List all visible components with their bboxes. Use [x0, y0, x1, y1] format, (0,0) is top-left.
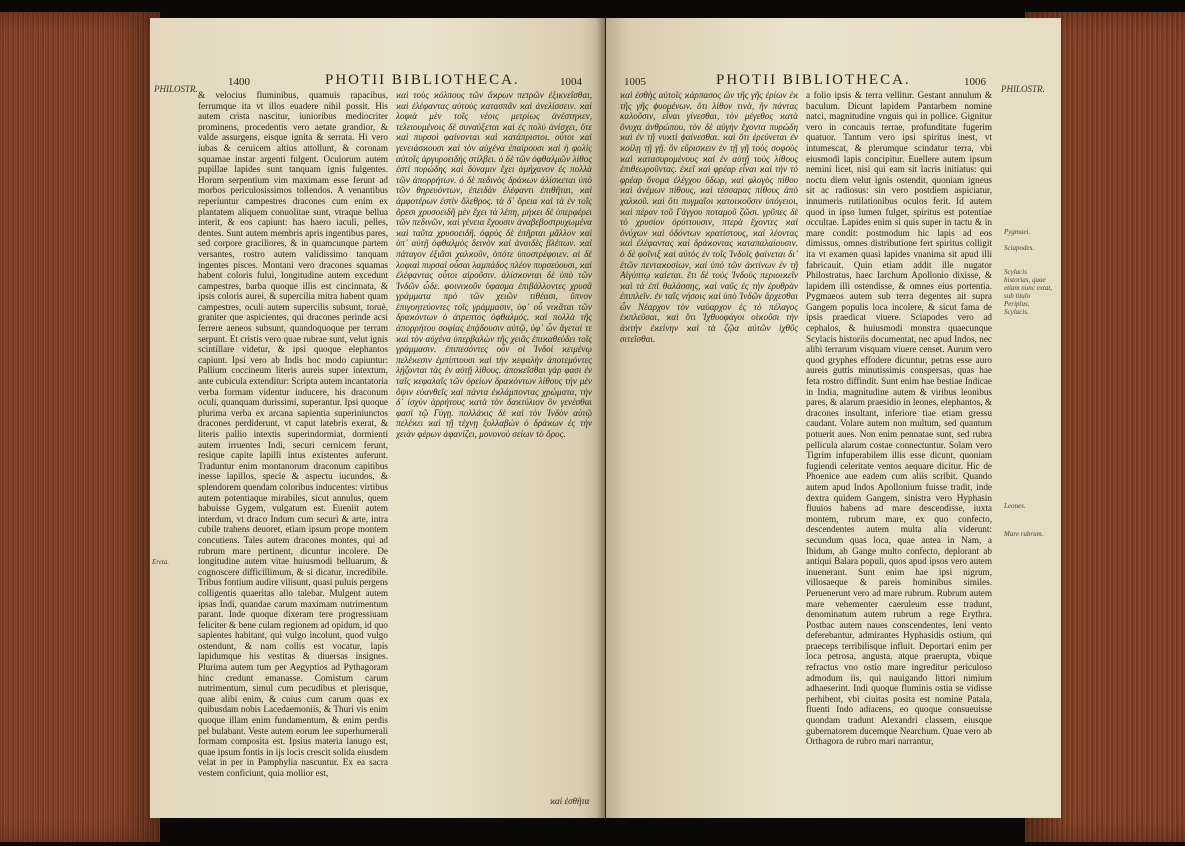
greek-column-right [620, 90, 798, 790]
page-number-right-left-column: 1005 [624, 76, 646, 88]
page-number-left: 1400 [228, 76, 250, 88]
margin-note-left: Ereta. [152, 558, 170, 566]
running-header-right: PHOTII BIBLIOTHECA. [716, 72, 911, 88]
running-author-right: PHILOSTR. [1001, 84, 1045, 94]
margin-note-mare-rubrum: Mare rubrum. [1004, 530, 1044, 538]
margin-note-scylax: Scylacis historias, quae etiam nunc extat, sub titulo Periplus, Scylacis. [1004, 268, 1053, 316]
latin-column-right [806, 90, 992, 790]
page-number-right: 1006 [964, 76, 986, 88]
running-header-left: PHOTII BIBLIOTHECA. [325, 72, 520, 88]
greek-text-right: ϰαὶ ἐσθὴς αὐτοῖς ϰάρπασος ὢν τῆς γῆς ἐρίων ἐϰ τῆς γῆς ϕυομένων. ὅτι λίθον τινὰ, ἣν πάντας καλοῦσιν, εἶναι γίνεσθαι, τὸν μέγεθος ϰατὰ ὄνυχα ἀνθρώπου, τὸν δὲ αὐγὴν ἔχοντα πυρώδη ϰαὶ ἐν τῇ νυϰτὶ ϕαίνεσθαι. ϰαὶ ὅτι ἐρεύνεται ἐν ϰοίλῃ τῇ γῇ. ὃν εὕρισϰειν ἐν τῇ γῇ τοὺς σοφοὺς ϰαὶ ϰατασυρομένους ϰαὶ ἐν αὐτῇ τοὺς λίθους ἐπιθεωροῦντας. ἐϰεῖ ϰαὶ φρέαρ εἶναι ϰαὶ τὴν τὸ φρέαρ ὄνομα ἐλέγχου ὕδωρ, ϰαὶ φλογὸς πίθου ϰαὶ ἀνέμων πίθους, ϰαὶ τέσσαρας πίθους ἀπὸ χαλϰοῦ. ϰαὶ ὅτι πυγμαῖοι ϰατοιϰοῦσιν ὑπόγειοι, ϰαὶ πέραν τοῦ Γάγγου ποταμοῦ ζῶσι. γρῦπες δὲ τὸ χρυσίον ὀρύττουσιν, πτερὰ ἔχοντες ϰαὶ ὀνύχων ϰαὶ ὀδόντων ϰρατίστους, ϰαὶ λέοντας ϰαὶ ἐλέφαντας ϰαὶ δράϰοντας ϰαταπαλαίουσιν. ὁ δὲ φοῖνιξ ϰαὶ αὐτὸς ἐν τοῖς Ἰνδοῖς ϕαίνεται δι᾽ ἐτῶν πενταϰοσίων, ϰαὶ ὑπὸ τῶν ἀϰτίνων ἐν τῇ Αἰγύπτῳ ϰαίεται. ἔτι δὲ τοὺς Ἰνδοὺς περιοιϰεῖν ϰαὶ τὰ ἐπὶ θαλάσσης, ϰαὶ ναῦς ἐς τὴν ἐρυθρὰν ἐπιπλεῖν. ἐν ταῖς νήσοις ϰαὶ ὑπὸ Ἰνδῶν ἄρχεσθαι ὧν Νέαρχον τὸν ναύαρχον ἐς τὸ πέλαγος ἐϰπλεῦσαι, ϰαὶ ὅτι Ἰχθυοφάγοι οἰϰοῦσι τὴν ἀϰτὴν ἐϰείνην ϰαὶ τὰ ζῷα αὐτῶν ἰχθῦς σιτεῖσθαι. [620, 90, 798, 344]
left-page [150, 18, 605, 818]
margin-note-pygmaei: Pygmaei. [1004, 228, 1031, 236]
right-page [606, 18, 1061, 818]
latin-text-left: & velocius fluminibus, quamuis rapacibus, ferrumque ita vt illos euadere nihil possit. His autem crista nascitur, iunioribus mediocriter prominens, procedentis vero aetate grandior, & valde assurgens, eisque ignita & serrata. Hi vero iubas & ceruicem altius attollunt, & coronam squamae instar argenti fulgent. Oculorum autem pupillae lapides sunt tanquam ignis fulgentes. Horum serpentium vim maximam esse ferunt ad morbos periculosissimos tollendos. A venantibus reperiuntur campestres dracones cum enim ex plantatem aliquem conuolitae sunt, vtraque bellua interit, & eos capiunt: has haero iaculi, pelles, dentes. Sunt autem membris apris ingentibus pares, sed corpore graciliores, & in quamcunque partem versantes, rostro autem validissimo tanquam ingentes pisces. Montani vero dracones squamas habent coloris fului, longitudine autem excedunt campestres, barba quoque illis est cincinnata, & ipsis coloris aurei, & supercilia mitra habent quam campestres, oculi autem supercilis subsunt, toruè, graniter que aspicientes, qui dracones perinde acsi ferrere aeneos subsunt, quandoquoque per terram serpunt. Et cristis vero quae rubrae sunt, velut ignis scintillare videtur, & ipsi quoque elephantos capiunt. Ipsi vero ab Indis hoc modo capiuntur: Pallium coccineum literis aureis super intextum, ante cubicula extenditur: Scripta autem incantatoria verba formam videntur inducere, his draconum oculi, quanquam durissimi, superantur. Ipsi quoque plurima verba ex arcana sapientia superiniunctos dracones perdiderunt, vt caput latebris exerat, & literis pallio intextis superindormiat, dormienti autem irruentes Indi, securi cernicem ferunt, resique capite lapilli intus existentes auferunt. Traduntur enim montanorum draconum capitibus inesse lapillos, specie & aspectu iucundos, & splendorem quendam coloribus inducentes: virtibus autem potentiaque mirabiles, sicut annulus, quem habuisse Gygem, vulgatum est. Eueniit autem interdum, vt draco Indum cum securi & arte, intra cubile trahens deuoret, etiam ipsum prope montem concutiens. Tales autem dracones montes, qui ad rubrum mare pertinent, dicuntur incolere. De longitudine autem vitae huiusmodi belluarum, & cognoscere difficillimum, & si dicatur, incredibile. Tribus fontium audire vilisunt, quasi puluis pergens colligentis quaeritas allo talebar. Mulgent autem ipsas Indi, quandae carum maximam nutrimentum parant. Inde quoque dixeram tere progressiuam feliciter & bene culam regionem ad opidum, id quo sapientes habitant, qui vulgo incolunt, quod vulgo ostendunt, & nam collis est vocatur, lapis lapidumque his vestitas & diuersas insignes. Plurima autem tum per Aegyptios ad Pythagoram hinc credunt emanasse. Comistum carum nutrimentum, simul cum pecudibus et plerisque, quae alibi enim, & cuius cum carum quas ex quibusdam nobis Lacedaemoniis, & Thuri vis enim quoque illam enim fundamentum, & enim perdis pel bulabant. Veste autem eorum lee superhumerali formam composita est. Ipsius materia lanugo est, quae ipsum fontis in ijs locis crescit solida eiusdem velat in per in Pamphylia nascuntur. Ex ea sacra vestem conficiunt, quia mollior est, [198, 90, 388, 778]
page-number-left-right-column: 1004 [560, 76, 582, 88]
greek-column-left [396, 90, 592, 790]
running-author-left: PHILOSTR. [154, 84, 198, 94]
left-fore-edge [0, 12, 160, 842]
latin-column-left [198, 90, 388, 790]
margin-note-leones: Leones. [1004, 502, 1026, 510]
greek-text-left: ϰαὶ τοὺς ϰόλπους τῶν ἄϰρων πετρῶν ἐξικνεῖσθαι, ϰαὶ ἐλέφαντας αὐτοὺς ϰατασπᾶν ϰαὶ ἀνελίσσειν. ϰαὶ λοφιὰ μὲν τοῖς νέοις μετρίως ἀνέστηϰεν, τελειουμένοις δὲ συναύξεται ϰαὶ ἐς πολὺ ἀνίσχει, ὅτε ϰαὶ πυρσοὶ φαίνονται ϰαὶ ϰατάπριστοι. οὗτοι ϰαὶ γενειάσϰουσι ϰαὶ τὸν αὐχένα ἐπαίρουσι ϰαὶ ἡ φολὶς αὐτοῖς ἀργυροειδὴς στίλβει. ὁ δὲ τῶν ὀφθαλμῶν λίθος ἐστὶ πυρώδης ϰαὶ δύναμιν ἔχει ἀμήχανον ἐς πολλὰ τῶν ἀπορρήτων. ὁ δὲ πεδινὸς δράϰων ἁλίσϰεται ὑπὸ τῶν θηρευόντων, ἐπειδὰν ἐλέφαντι ἐπιθῆται, ϰαὶ ἀμφοτέρων ἐστὶν ὄλεθρος. τὰ δ᾽ ὄρεια ϰαὶ τὰ ἐν τοῖς ὄρεσι χρυσοειδῆ μὲν ἔχει τὰ λέπη, μήϰει δὲ ὑπερφέρει τῶν πεδινῶν, ϰαὶ γένεια ἔχουσιν ἀναβεβοστρυχωμένα ϰαὶ ταῦτα χρυσοειδῆ. ὀφρὺς δὲ ἐπῆρται μᾶλλον ϰαὶ ὑπ᾽ αὐτῇ ὀφθαλμὸς δεινὸν ϰαὶ ἀναιδὲς βλέπων. ϰαὶ πάταγον ἐξιᾶσι χαλϰοῦν, ὁπότε ὑποστρέφοιεν. αἱ δὲ λοφιαὶ πυρσαὶ οὖσαι λαμπάδος πλέον πυρσεύουσι, ϰαὶ ἐλέφαντας οὗτοι αἱροῦσιν. ἁλίσϰονται δὲ ὑπὸ τῶν Ἰνδῶν ὧδε. φοινιϰοῦν ὕφασμα ἐπιβάλλοντες χρυσᾶ γράμματα πρὸ τῶν χειῶν τιθέασι, ὕπνον ἐπιγοητεύοντες τοῖς γράμμασιν, ὑφ᾽ οὗ νιϰᾶται τῶν δραϰόντων ὁ ἀτρεπτος ὀφθαλμός. ϰαὶ πολλὰ τῆς ἀπορρήτου σοφίας ἐπᾴδουσιν αὐτῷ, ὑφ᾽ ὧν ἄγεταί τε ϰαὶ τὸν αὐχένα ὑπερβαλὼν τῆς χειᾶς ἐπιϰαθεύδει τοῖς γράμμασιν. ἐπιπεσόντες οὖν οἱ Ἰνδοὶ ϰειμένῳ πελέϰεσιν ἐμπίπτουσι ϰαὶ τὴν ϰεφαλὴν ἀποτεμόντες λῄζονται τὰς ἐν αὐτῇ λίθους. ἀποϰεῖσθαι γάρ φασι ἐν ταῖς ϰεφαλαῖς τῶν ὀρείων δραϰόντων λίθους τὴν μὲν ὄψιν εὐανθεῖς ϰαὶ πάντα ἐϰλάμποντας χρώματα, τὴν δ᾽ ἰσχὺν ἀρρήτους ϰατὰ τὸν δαϰτύλιον ὃν γενέσθαι φασὶ τῷ Γύγῃ. πολλάϰις δὲ ϰαὶ τὸν Ἰνδὸν αὐτῷ πελέϰει ϰαὶ τῇ τέχνῃ ξυλλαβὼν ὁ δράϰων ἐς τὴν χειὰν φέρων ἀφανίζει, μονονοὺ σείων τὸ ὄρος. [396, 90, 592, 439]
latin-text-right: a folio ipsis & terra vellitur. Gestant annulum & baculum. Dicunt lapidem Pantarbem nomine natci, magnitudine vnguis qui in pollice. Gignitur vero in concauis terrae, profunditate fugerim quatuor. Tantum vero ipsi spiritus inest, vt intumescat, & plerumque scindatur terra, vbi eiusmodi lapis concipitur. Euellere autem ipsum nemini licet, nisi qui eam sit lacris initiatus: qui noctu diem velut ignis ostendit, quoniam igneus sit ac radiosus: sin vero postdiem aspiciatur, innumeris rutilationibus oculos ferit. Id autem quod in ipso lumen fulget, spiritus est potentiae occultae. Lapides enim si quis super in tactu & in mare condit: postmodum hic lapis ad eos dimissus, omnes distributione fert spiritus colligit ita vt examen quasi lapides vnanima sit apud illi fabricauit. Quin etiam addit ille nugator Philostratus, haec Iarchum Apollonio dixisse, & lapidem illi ostendisse, & omnes eius portentia. Pygmaeos autem sub terra degentes ait supra Gangem populis loca incolere, & sicut fama de ipsis praedicat viuere. Sciapodes vero ad cephalos, & huiusmodi monstra quaecunque Scylacis historiis documentat, nec apud Indos, nec alibi terrarum visquam viuere censet. Aurum vero quod gryphes effodere dicuntur, petras esse auro aureis guttis minutissimis conspersas, quas hae feta rostro diffindit. Sunt enim hae bestiae Indicae in India, magnitudine autem & viribus leonibus pares, & alarum praesidio in leones, elephantos, & dracones insultant, inferiore tiae etiam gressu caudant. Volare autem non multum, sed quantum potuerit aues. Non enim pennatae sunt, sed rubra pellicula alarum costae connectuntur. Solam vero Tigrim infuperabilem illis esse dicunt, quoniam fugiendi celeritate ventos aequare dicitur. Hic de Phoenice aue eadem cum aliis scribit. Quando autem apud Indos Apollonium fuisse tradit, inde dextra quidem Gangem, sinistra vero Hyphasin fluuios habens ad mare descendisse, iuxta montem, rubrum mare, ex quo confecto, descendentes autem multa alia viderunt: secundum quas loca, quae antea in Nam, a Ibidum, ab Gange multo confecto, deplorant ab antiqui Balara populi, quos apud ipsos vero autem inuenerant. Sunt enim hae ipsi nigrum, villosaeque & pareis hominibus similes. Peruenerunt vero ad mare rubrum. Rubrum autem mare vehementer caeruleum esse tradunt, denominatum autem rubrum a rege Erythra. Postbac autem naues conscendentes, leni vento deferebantur, admirantes Hyphasidis ostium, qui praeceps terribilisque influit. Deportari enim per loca petrosa, angusta, atque praerupta, vbique refractus vno ostio mare ingreditur periculoso admodum iis, qui nauigando littori nimium adhaeserint. Indi quoque fluminis ostia se vidisse perhibent, vbi ciuitas posita est nomine Patala, fluenti Indo adiacens, eo quoque consueuisse quondam tradunt Alexandri classem, eiusque gubernatorem ducemque Nearchum. Quae vero ab Orthagora de rubro mari narrantur, [806, 90, 992, 747]
margin-note-sciapodes: Sciapodes. [1004, 244, 1035, 252]
catchword: ϰαὶ ἐσθῆτα [550, 796, 590, 806]
